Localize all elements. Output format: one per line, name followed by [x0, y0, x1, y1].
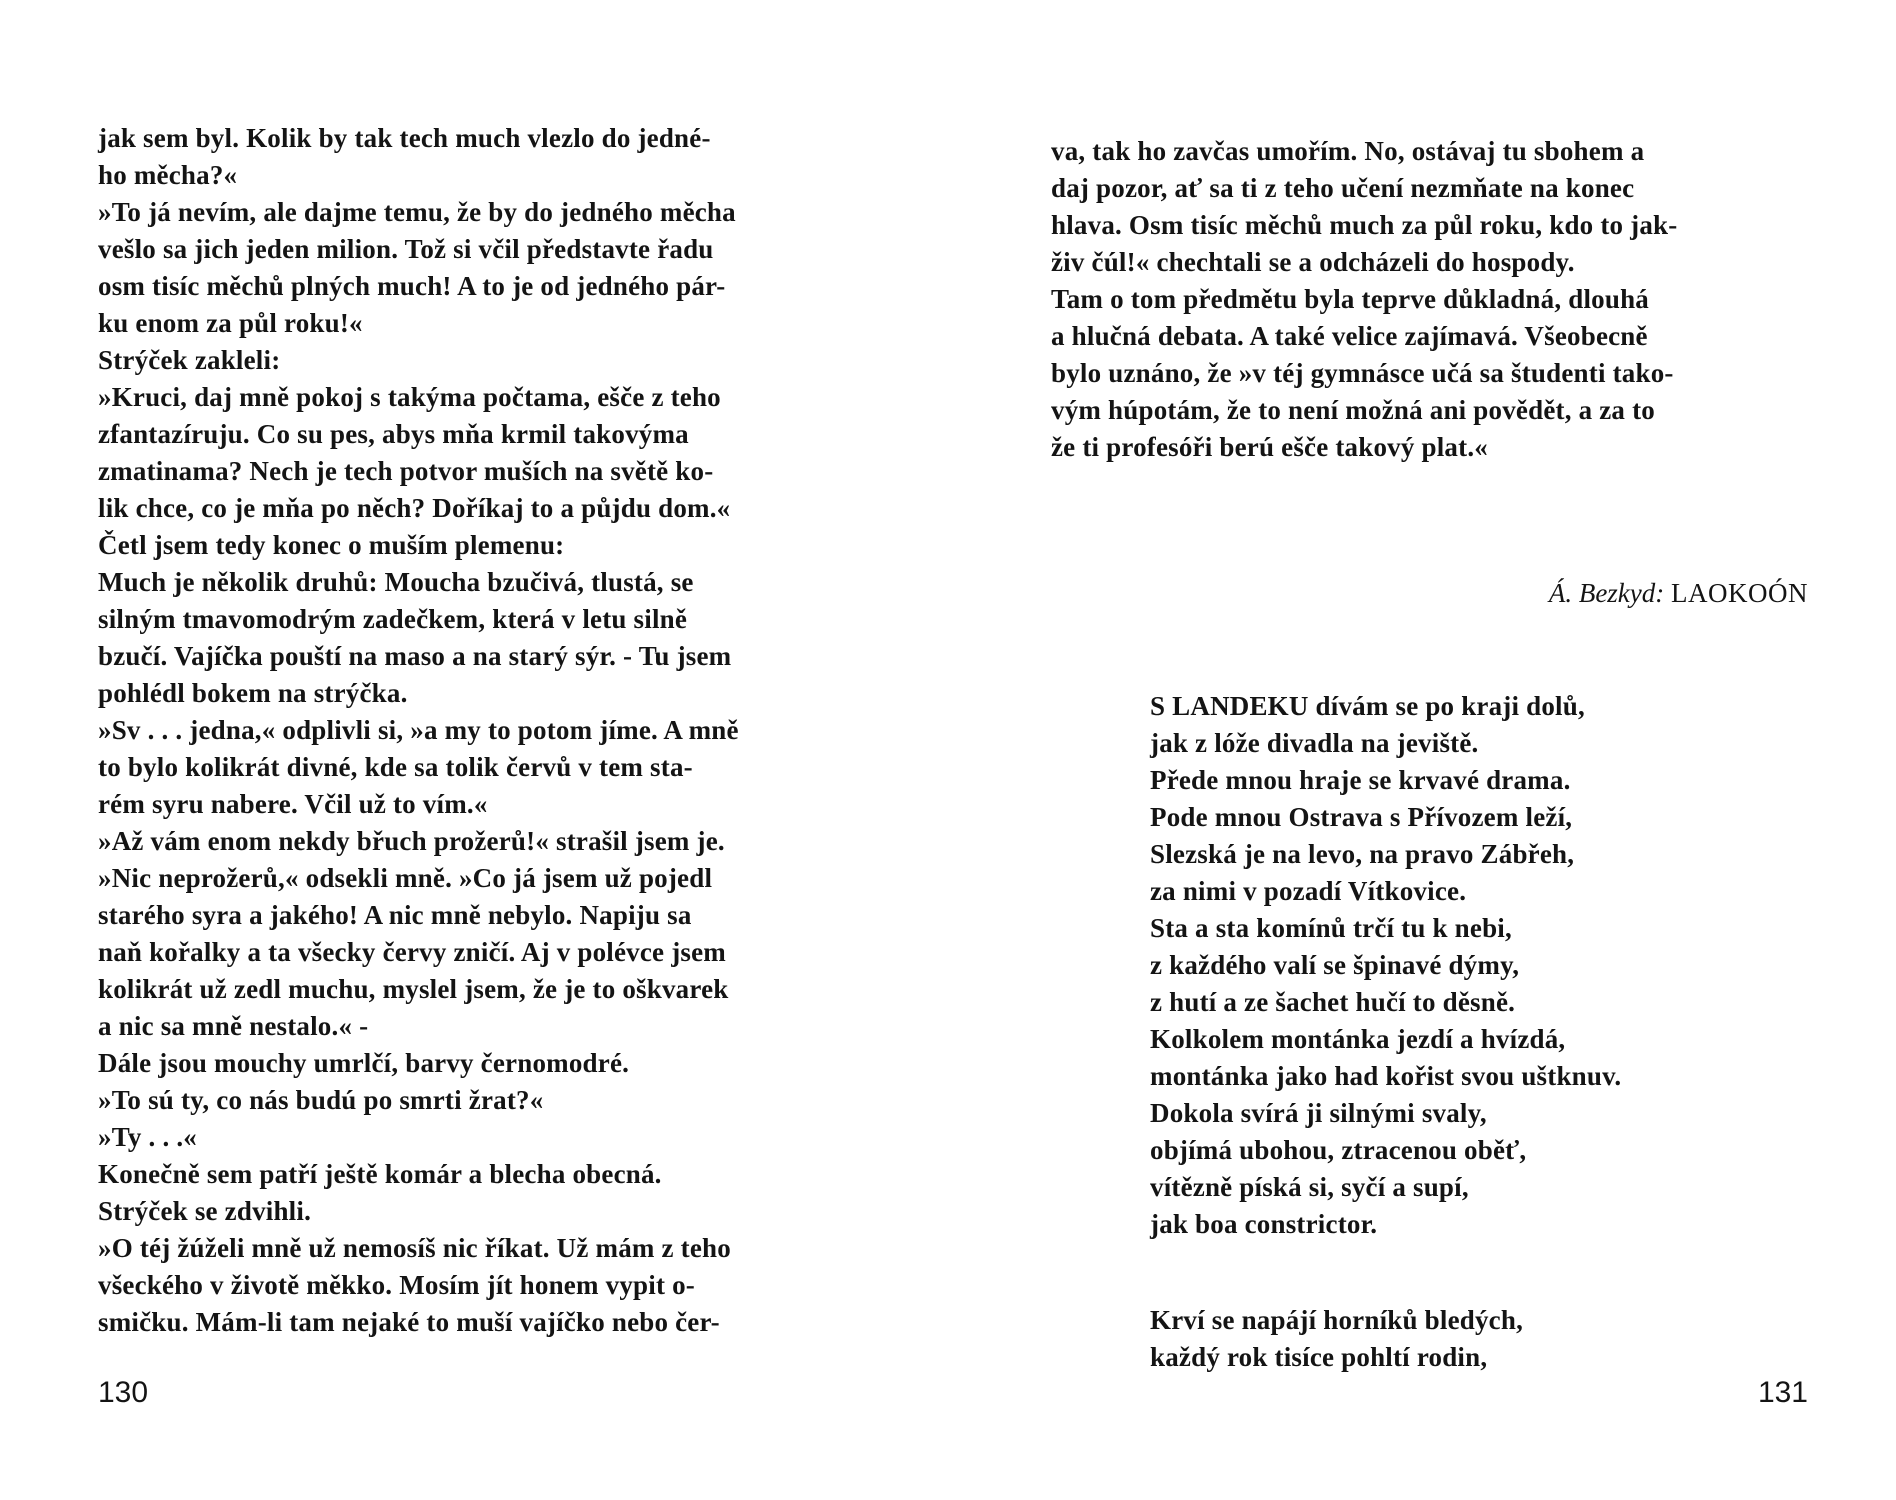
text-line: Konečně sem patří ještě komár a blecha obecná. — [98, 1159, 662, 1189]
text-line: Četl jsem tedy konec o muším plemenu: — [98, 530, 565, 560]
text-line: vešlo sa jich jeden milion. Tož si včil představte řadu — [98, 234, 714, 264]
text-line: z každého valí se špinavé dýmy, — [1150, 950, 1520, 980]
left-page-text — [98, 120, 858, 1341]
text-line: »Sv . . . jedna,« odplivli si, »a my to potom jíme. A mně — [98, 715, 739, 745]
text-line: kolikrát už zedl muchu, myslel jsem, že je to oškvarek — [98, 974, 729, 1004]
text-line: živ čúl!« chechtali se a odcházeli do hospody. — [1051, 247, 1575, 277]
text-line: Slezská je na levo, na pravo Zábřeh, — [1150, 839, 1575, 869]
text-line: »To sú ty, co nás budú po smrti žrat?« — [98, 1085, 544, 1115]
text-line: S LANDEKU dívám se po kraji dolů, — [1150, 691, 1585, 721]
text-line: bzučí. Vajíčka pouští na maso a na starý sýr. - Tu jsem — [98, 641, 732, 671]
text-line: rém syru nabere. Včil už to vím.« — [98, 789, 488, 819]
text-line: Kolkolem montánka jezdí a hvízdá, — [1150, 1024, 1566, 1054]
right-page — [948, 0, 1896, 1500]
text-line: ku enom za půl roku!« — [98, 308, 363, 338]
text-line: jak boa constrictor. — [1150, 1209, 1378, 1239]
text-line: ho měcha?« — [98, 160, 238, 190]
text-line: bylo uznáno, že »v téj gymnásce učá sa študenti tako- — [1051, 358, 1674, 388]
poem-stanza-2 — [1150, 1302, 1770, 1376]
text-line: objímá ubohou, ztracenou oběť, — [1150, 1135, 1527, 1165]
text-line: »O téj žúželi mně už nemosíš nic říkat. Už mám z teho — [98, 1233, 731, 1263]
right-page-prose — [1051, 133, 1771, 466]
text-line: starého syra a jakého! A nic mně nebylo. Napiju sa — [98, 900, 692, 930]
text-line: a hlučná debata. A také velice zajímavá. Všeobecně — [1051, 321, 1648, 351]
text-line: že ti profesóři berú ešče takový plat.« — [1051, 432, 1488, 462]
right-page-number: 131 — [1757, 1376, 1808, 1409]
text-line: Sta a sta komínů trčí tu k nebi, — [1150, 913, 1512, 943]
text-line: »Kruci, daj mně pokoj s takýma počtama, ešče z teho — [98, 382, 721, 412]
text-line: každý rok tisíce pohltí rodin, — [1150, 1342, 1488, 1372]
text-line: jak z lóže divadla na jeviště. — [1150, 728, 1479, 758]
text-line: zfantazíruju. Co su pes, abys mňa krmil takovýma — [98, 419, 689, 449]
text-line: Tam o tom předmětu byla teprve důkladná, dlouhá — [1051, 284, 1649, 314]
text-line: silným tmavomodrým zadečkem, která v letu silně — [98, 604, 688, 634]
text-line: Krví se napájí horníků bledých, — [1150, 1305, 1524, 1335]
text-line: smičku. Mám-li tam nejaké to muší vajíčko nebo čer- — [98, 1307, 720, 1337]
text-line: Dokola svírá ji silnými svaly, — [1150, 1098, 1487, 1128]
poem-stanza-1 — [1150, 688, 1770, 1243]
text-line: zmatinama? Nech je tech potvor muších na světě ko- — [98, 456, 714, 486]
text-line: Přede mnou hraje se krvavé drama. — [1150, 765, 1571, 795]
left-page-number: 130 — [98, 1376, 149, 1409]
text-line: Pode mnou Ostrava s Přívozem leží, — [1150, 802, 1573, 832]
text-line: »Až vám enom nekdy břuch prožerů!« strašil jsem je. — [98, 826, 725, 856]
text-line: Much je několik druhů: Moucha bzučivá, tlustá, se — [98, 567, 694, 597]
text-line: »Nic neprožerů,« odsekli mně. »Co já jsem už pojedl — [98, 863, 713, 893]
poem-author: Á. Bezkyd: — [1548, 578, 1665, 608]
text-line: lik chce, co je mňa po něch? Doříkaj to a půjdu dom.« — [98, 493, 731, 523]
text-line: montánka jako had kořist svou uštknuv. — [1150, 1061, 1622, 1091]
text-line: a nic sa mně nestalo.« - — [98, 1011, 369, 1041]
text-line: pohlédl bokem na strýčka. — [98, 678, 408, 708]
poem-attribution — [1549, 578, 1808, 609]
text-line: »Ty . . .« — [98, 1122, 198, 1152]
text-line: z hutí a ze šachet hučí to děsně. — [1150, 987, 1516, 1017]
text-line: hlava. Osm tisíc měchů much za půl roku, kdo to jak- — [1051, 210, 1678, 240]
text-line: vým húpotám, že to není možná ani povědět, a za to — [1051, 395, 1655, 425]
poem-title: LAOKOÓN — [1671, 578, 1808, 608]
text-line: Strýček zakleli: — [98, 345, 281, 375]
text-line: jak sem byl. Kolik by tak tech much vlezlo do jedné- — [98, 123, 711, 153]
text-line: va, tak ho zavčas umořím. No, ostávaj tu sbohem a — [1051, 136, 1645, 166]
text-line: Strýček se zdvihli. — [98, 1196, 312, 1226]
text-line: »To já nevím, ale dajme temu, že by do jedného měcha — [98, 197, 736, 227]
text-line: Dále jsou mouchy umrlčí, barvy černomodré. — [98, 1048, 630, 1078]
text-line: osm tisíc měchů plných much! A to je od jedného pár- — [98, 271, 726, 301]
text-line: vítězně píská si, syčí a supí, — [1150, 1172, 1469, 1202]
text-line: to bylo kolikrát divné, kde sa tolik červů v tem sta- — [98, 752, 693, 782]
text-line: za nimi v pozadí Vítkovice. — [1150, 876, 1467, 906]
text-line: naň kořalky a ta všecky červy zničí. Aj v polévce jsem — [98, 937, 726, 967]
text-line: daj pozor, ať sa ti z teho učení nezmňate na konec — [1051, 173, 1635, 203]
text-line: všeckého v životě měkko. Mosím jít honem vypit o- — [98, 1270, 695, 1300]
